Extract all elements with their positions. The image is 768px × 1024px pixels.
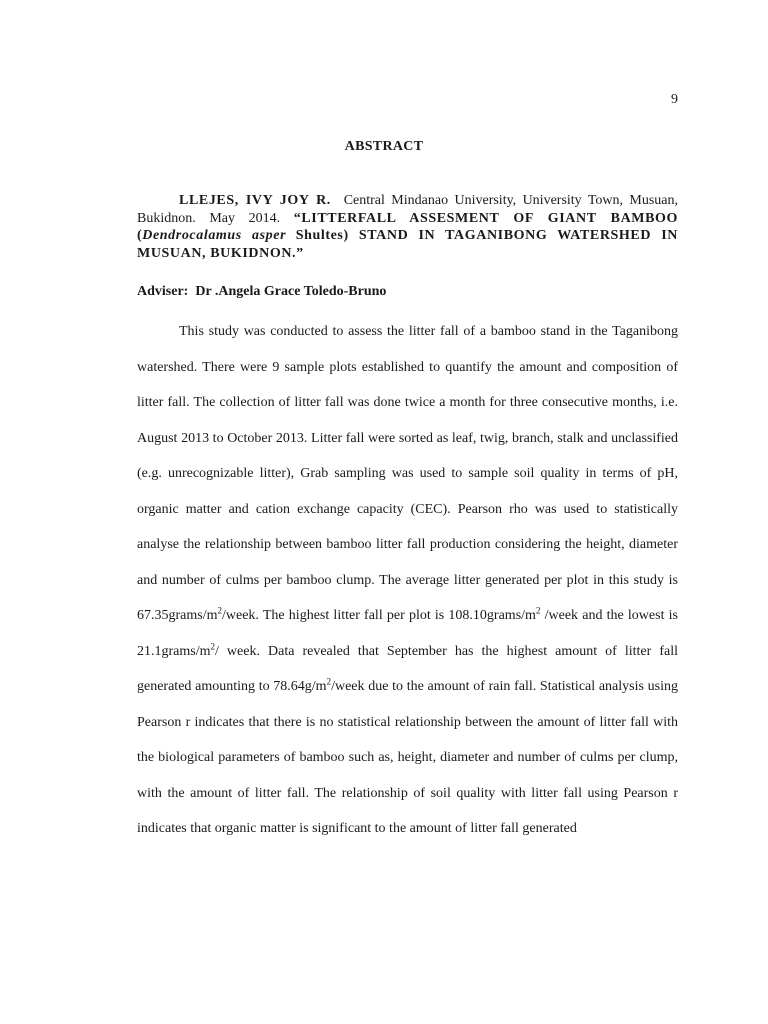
abstract-text-3: /week and the lowest is 21.1grams/m bbox=[137, 608, 678, 659]
page-number: 9 bbox=[671, 92, 678, 107]
page-title: ABSTRACT bbox=[344, 139, 424, 154]
superscript-2: 2 bbox=[535, 605, 541, 616]
superscript-2: 2 bbox=[210, 640, 215, 651]
species-name: Dendrocalamus asper bbox=[142, 228, 287, 243]
adviser-name: Dr .Angela Grace Toledo-Bruno bbox=[195, 284, 387, 299]
adviser-line bbox=[137, 284, 386, 300]
thesis-title-part2: Shultes) STAND IN TAGANIBONG WATERSHED IN MUSUAN, BUKIDNON.” bbox=[137, 228, 678, 261]
thesis-title-part1: “LITTERFALL ASSESMENT OF GIANT BAMBOO ( bbox=[137, 210, 679, 243]
abstract-body bbox=[137, 314, 678, 847]
author-name: LLEJES, IVY JOY R. bbox=[179, 193, 331, 208]
abstract-text-2: /week. The highest litter fall per plot is 108.10grams/m bbox=[222, 608, 536, 623]
superscript-2: 2 bbox=[326, 676, 332, 687]
abstract-text-1: This study was conducted to assess the litter fall of a bamboo stand in the Taganibong watershed. There were 9 sample plots established to quantify the amount and composition of litter fall. The collection of litter fall was done twice a month for three consecutive months, i.e. August 2013 to October 2013. Litter fall were sorted as leaf, twig, branch, stalk and unclassified (e.g. unrecognizable litter), Grab sampling was used to sample soil quality in terms of pH, organic matter and cation exchange capacity (CEC). Pearson rho was used to statistically analyse the relationship between bamboo litter fall production considering the height, diameter and number of culms per bamboo clump. The average litter generated per plot in this study is 67.35grams/m bbox=[137, 324, 678, 623]
adviser-label: Adviser: bbox=[137, 284, 189, 299]
affiliation: Central Mindanao University, University Town, Musuan, Bukidnon. May 2014. bbox=[137, 193, 679, 226]
abstract-text-4: / week. Data revealed that September has the highest amount of litter fall generated amounting to 78.64g/m bbox=[137, 643, 678, 694]
abstract-text-5: /week due to the amount of rain fall. Statistical analysis using Pearson r indicates that there is no statistical relationship between the amount of litter fall with the biological parameters of bamboo such as, height, diameter and number of culms per clump, with the amount of litter fall. The relationship of soil quality with litter fall using Pearson r indicates that organic matter is significant to the amount of litter fall generated bbox=[137, 679, 678, 836]
superscript-2: 2 bbox=[217, 605, 222, 616]
citation-paragraph bbox=[137, 192, 678, 262]
